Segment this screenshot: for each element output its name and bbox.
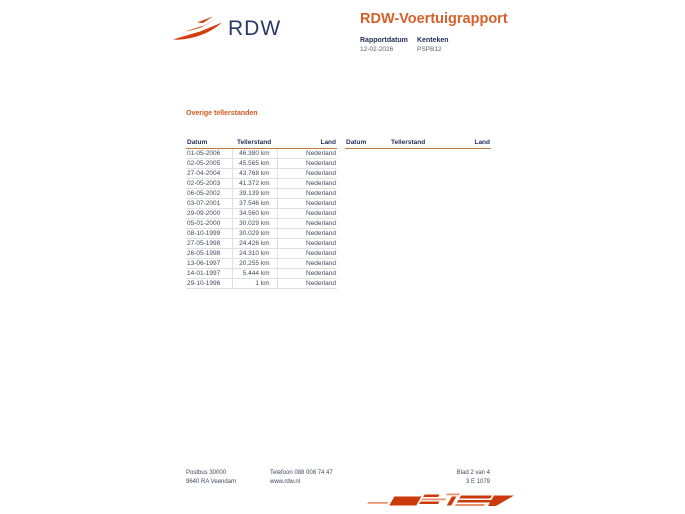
- table-row: [186, 148, 337, 158]
- cell-datum: 29-09-2000: [186, 208, 232, 218]
- cell-land: Nederland: [277, 278, 337, 288]
- cell-land: Nederland: [277, 178, 337, 188]
- table-row: [186, 178, 337, 188]
- cell-tellerstand: 30.029 km: [232, 228, 277, 238]
- table-row: [186, 258, 337, 268]
- column-header-land: Land: [277, 138, 337, 148]
- cell-datum: 27-04-2004: [186, 168, 232, 178]
- report-date-value: 12-02-2026: [360, 46, 394, 53]
- cell-datum: 26-05-1998: [186, 248, 232, 258]
- table-row: [186, 168, 337, 178]
- report-date-label: Rapportdatum: [360, 37, 408, 44]
- footer-address-line1: Postbus 30000: [186, 470, 227, 476]
- rdw-logo: [172, 12, 281, 45]
- table-row: [186, 268, 337, 278]
- cell-datum: 06-05-2002: [186, 188, 232, 198]
- cell-land: Nederland: [277, 238, 337, 248]
- table-row: [186, 278, 337, 288]
- cell-land: Nederland: [277, 218, 337, 228]
- table-header-row: [186, 138, 337, 148]
- cell-datum: 05-01-2000: [186, 218, 232, 228]
- cell-land: Nederland: [277, 188, 337, 198]
- table-row: [186, 238, 337, 248]
- cell-land: Nederland: [277, 148, 337, 158]
- odometer-table-left: [186, 138, 337, 289]
- section-title-overige-tellerstanden: Overige tellerstanden: [186, 110, 258, 117]
- cell-land: Nederland: [277, 158, 337, 168]
- license-plate-value: PSPB12: [417, 46, 442, 53]
- cell-tellerstand: 39.139 km: [232, 188, 277, 198]
- cell-land: Nederland: [277, 208, 337, 218]
- cell-datum: 13-06-1997: [186, 258, 232, 268]
- table-row: [186, 198, 337, 208]
- cell-datum: 01-05-2006: [186, 148, 232, 158]
- column-header-datum: Datum: [186, 138, 232, 148]
- table-row: [186, 218, 337, 228]
- table-row: [186, 158, 337, 168]
- table-row: [186, 228, 337, 238]
- cell-tellerstand: 34.560 km: [232, 208, 277, 218]
- cell-tellerstand: 41.372 km: [232, 178, 277, 188]
- cell-land: Nederland: [277, 258, 337, 268]
- column-header-tellerstand: Tellerstand: [390, 138, 445, 148]
- cell-datum: 14-01-1997: [186, 268, 232, 278]
- cell-tellerstand: 45.565 km: [232, 158, 277, 168]
- footer-website: www.rdw.nl: [270, 479, 301, 485]
- cell-tellerstand: 24.310 km: [232, 248, 277, 258]
- odometer-table-body: [186, 148, 337, 288]
- cell-land: Nederland: [277, 198, 337, 208]
- cell-tellerstand: 37.546 km: [232, 198, 277, 208]
- column-header-land: Land: [445, 138, 491, 148]
- column-header-tellerstand: Tellerstand: [232, 138, 277, 148]
- cell-tellerstand: 1 km: [232, 278, 277, 288]
- cell-datum: 08-10-1999: [186, 228, 232, 238]
- cell-tellerstand: 30.029 km: [232, 218, 277, 228]
- table-row: [186, 188, 337, 198]
- cell-land: Nederland: [277, 248, 337, 258]
- cell-tellerstand: 24.426 km: [232, 238, 277, 248]
- table-row: [186, 208, 337, 218]
- rdw-eagle-icon: [172, 12, 224, 45]
- cell-datum: 02-05-2005: [186, 158, 232, 168]
- page-title: RDW-Voertuigrapport: [360, 11, 508, 27]
- footer-address-line2: 9640 RA Veendam: [186, 479, 237, 485]
- cell-tellerstand: 43.768 km: [232, 168, 277, 178]
- cell-tellerstand: 20.255 km: [232, 258, 277, 268]
- footer-form-code: 3 E 1079: [465, 479, 490, 485]
- footer-phone: Telefoon 088 008 74 47: [270, 470, 333, 476]
- odometer-table-right: [345, 138, 491, 149]
- footer-page-info: Blad 2 van 4: [456, 470, 490, 476]
- cell-tellerstand: 46.380 km: [232, 148, 277, 158]
- cell-land: Nederland: [277, 268, 337, 278]
- rdw-logo-text: RDW: [228, 16, 282, 40]
- license-plate-label: Kenteken: [417, 37, 449, 44]
- cell-datum: 29-10-1996: [186, 278, 232, 288]
- cell-datum: 03-07-2001: [186, 198, 232, 208]
- cell-tellerstand: 5.444 km: [232, 268, 277, 278]
- cell-datum: 02-05-2003: [186, 178, 232, 188]
- cell-land: Nederland: [277, 228, 337, 238]
- table-header-row: [345, 138, 491, 148]
- cell-land: Nederland: [277, 168, 337, 178]
- column-header-datum: Datum: [345, 138, 390, 148]
- rdw-speed-stripes-graphic: [366, 492, 526, 512]
- table-row: [186, 248, 337, 258]
- cell-datum: 27-05-1998: [186, 238, 232, 248]
